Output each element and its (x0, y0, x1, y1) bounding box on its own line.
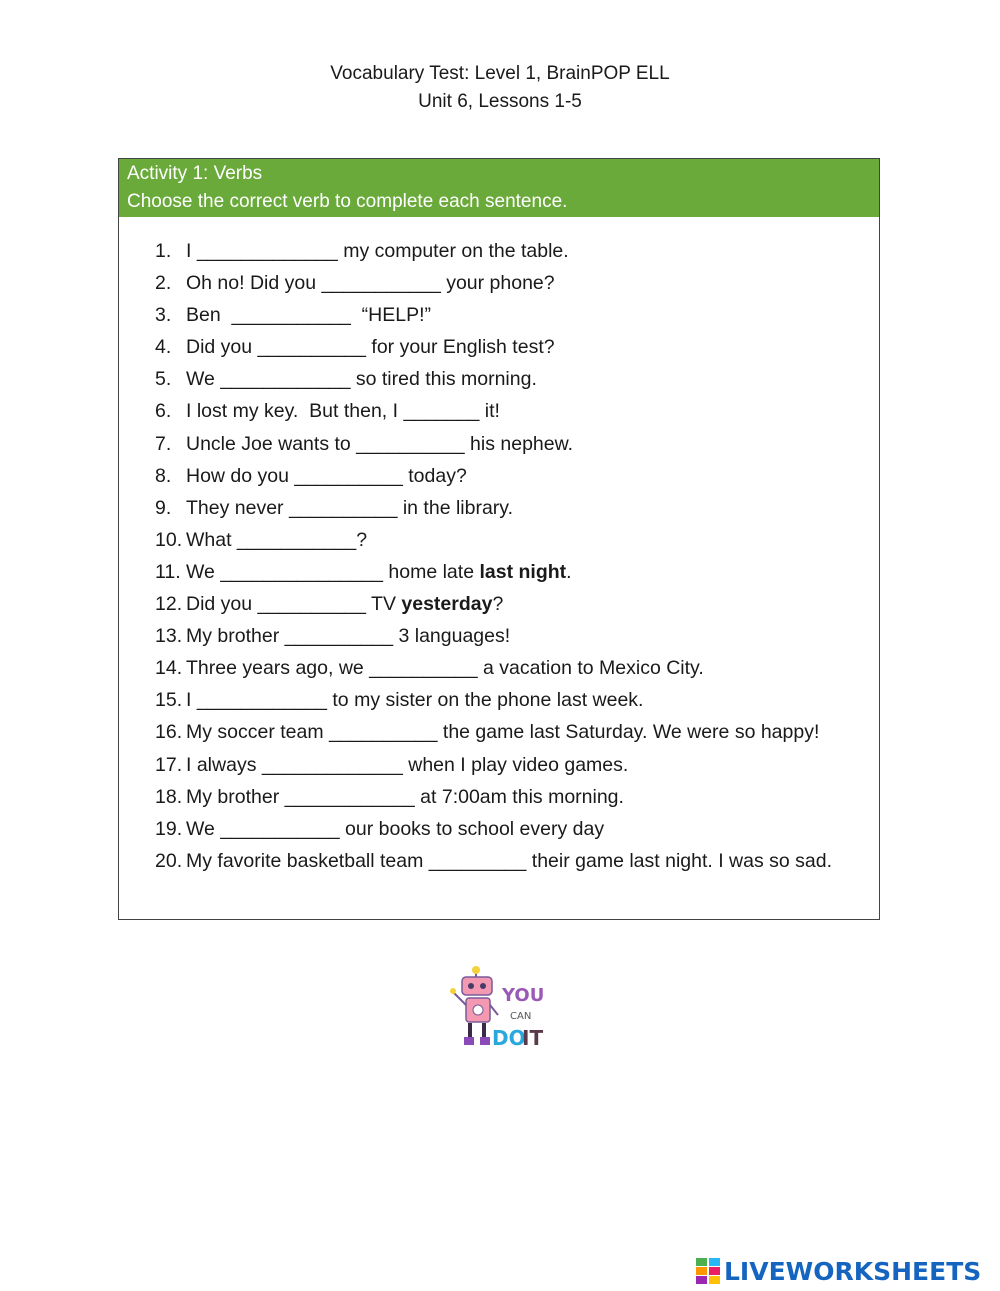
activity-box (118, 158, 880, 920)
question-text-bold: yesterday (401, 593, 493, 616)
question-text: Did you __________ for your English test? (186, 336, 555, 359)
brand-name: LIVEWORKSHEETS (724, 1256, 982, 1286)
question-text: Oh no! Did you ___________ your phone? (186, 272, 555, 295)
question-item (119, 749, 879, 781)
question-item (119, 652, 879, 684)
activity-header (119, 159, 879, 217)
question-item (119, 716, 879, 748)
question-number: 19. (155, 817, 183, 840)
question-number: 1. (155, 240, 172, 262)
liveworksheets-logo-icon (696, 1258, 720, 1284)
activity-instruction: Choose the correct verb to complete each sentence. (127, 191, 568, 212)
question-text: I _____________ my computer on the table. (186, 240, 569, 262)
question-text: They never __________ in the library. (186, 496, 514, 519)
question-text: Three years ago, we __________ a vacation to Mexico City. (186, 657, 704, 680)
sticker-word-can: CAN (510, 1011, 532, 1022)
question-number: 17. (155, 753, 183, 776)
question-number: 20. (155, 849, 183, 872)
robot-sticker-illustration (444, 965, 554, 1055)
question-text: I ____________ to my sister on the phone last week. (186, 689, 644, 712)
question-item (119, 556, 879, 588)
question-text: Ben ___________ “HELP!” (186, 304, 432, 327)
question-number: 9. (155, 496, 172, 519)
question-item (119, 684, 879, 716)
question-text-bold: last night (479, 560, 567, 583)
question-number: 7. (155, 432, 172, 455)
question-number: 15. (155, 689, 183, 712)
question-text: I lost my key. But then, I _______ it! (186, 400, 500, 423)
question-text: We ___________ our books to school every day (186, 817, 605, 840)
question-item (119, 395, 879, 427)
question-text: My brother __________ 3 languages! (186, 625, 511, 648)
question-number: 4. (155, 336, 172, 359)
question-text-post: . (566, 560, 572, 583)
question-item (119, 267, 879, 299)
question-number: 14. (155, 657, 183, 680)
question-item (119, 235, 879, 267)
question-item (119, 492, 879, 524)
question-text-post: ? (492, 593, 504, 616)
question-text: What ___________? (186, 528, 368, 551)
question-number: 3. (155, 304, 172, 327)
question-number: 18. (155, 785, 183, 808)
question-number: 6. (155, 400, 172, 423)
question-number: 2. (155, 272, 172, 295)
question-item (119, 781, 879, 813)
question-item (119, 460, 879, 492)
question-item (119, 588, 879, 620)
sticker-word-it: IT (522, 1026, 544, 1050)
question-text: My brother ____________ at 7:00am this morning. (186, 785, 624, 808)
question-item (119, 299, 879, 331)
question-number: 11. (155, 560, 181, 583)
question-item (119, 331, 879, 363)
activity-title: Activity 1: Verbs (127, 163, 263, 184)
question-number: 5. (155, 368, 172, 391)
question-text: I always _____________ when I play video games. (186, 753, 629, 776)
sticker-word-you: YOU (502, 985, 545, 1006)
question-number: 12. (155, 593, 183, 616)
question-text-pre: We _______________ home late (186, 560, 480, 583)
title-line-2: Unit 6, Lessons 1-5 (418, 91, 582, 112)
question-text: How do you __________ today? (186, 464, 467, 487)
liveworksheets-brand (696, 1256, 996, 1286)
question-item (119, 363, 879, 395)
question-item (119, 813, 879, 845)
document-title (0, 60, 1000, 116)
question-number: 16. (155, 721, 183, 744)
question-number: 10. (155, 528, 183, 551)
question-text: My soccer team __________ the game last Saturday. We were so happy! (186, 721, 820, 744)
sticker-word-do: DO (492, 1026, 526, 1050)
question-item (119, 845, 879, 877)
question-number: 13. (155, 625, 183, 648)
question-text: Uncle Joe wants to __________ his nephew. (186, 432, 574, 455)
question-text-pre: Did you __________ TV (186, 593, 402, 616)
question-text: We ____________ so tired this morning. (186, 368, 537, 391)
question-list (119, 235, 879, 877)
question-item (119, 524, 879, 556)
question-item (119, 428, 879, 460)
question-item (119, 620, 879, 652)
question-number: 8. (155, 464, 172, 487)
title-line-1: Vocabulary Test: Level 1, BrainPOP ELL (330, 63, 670, 84)
question-text: My favorite basketball team _________ their game last night. I was so sad. (186, 849, 833, 872)
